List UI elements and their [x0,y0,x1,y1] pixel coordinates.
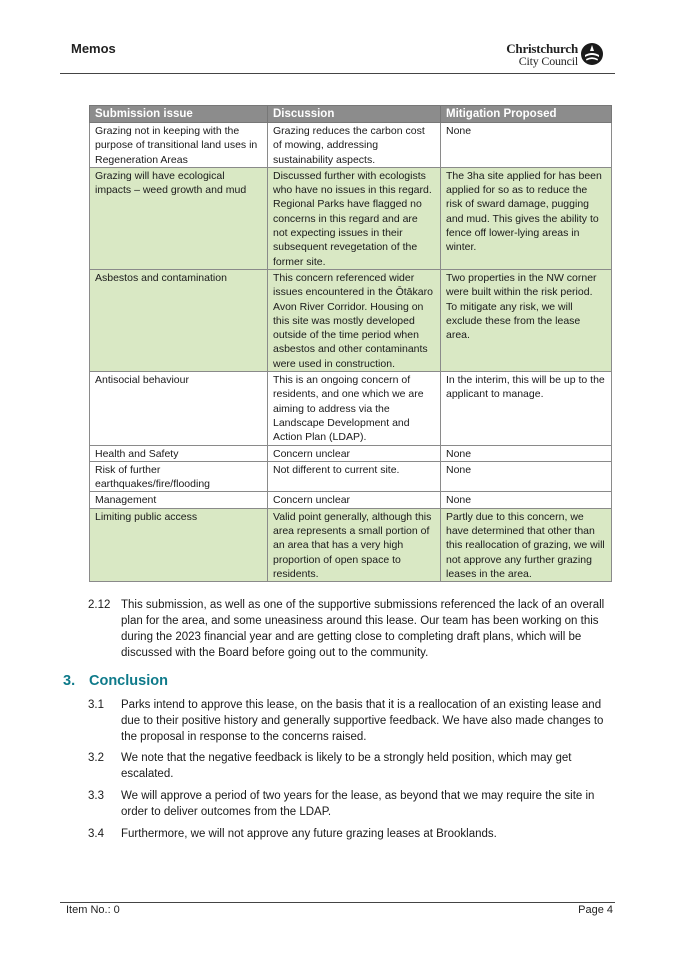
column-header-mitigation: Mitigation Proposed [441,106,612,123]
table-cell: Antisocial behaviour [90,372,268,445]
header-divider [60,73,615,74]
table-header-row [90,106,612,123]
paragraph-3-2 [88,750,618,782]
paragraph-text: Furthermore, we will not approve any future grazing leases at Brooklands. [121,828,497,840]
table-cell: Management [90,492,268,508]
paragraph-number: 2.12 [88,599,111,611]
paragraph-text: This submission, as well as one of the supportive submissions referenced the lack of an overall plan for the area, and some uneasiness around this lease. Our team has been working on this during the 2023 financial year and are getting close to completing draft plans, which will be discussed with the Board before going out to the community. [121,599,605,659]
section-title: Conclusion [89,673,168,689]
paragraph-number: 3.2 [88,752,104,764]
table-cell: None [441,123,612,168]
table-row [90,269,612,371]
table-cell: Health and Safety [90,445,268,461]
logo-text-line2: City Council [518,54,578,68]
section-number: 3. [63,673,76,689]
paragraph-number: 3.1 [88,699,104,711]
table-cell: Grazing reduces the carbon cost of mowing, addressing sustainability aspects. [268,123,441,168]
paragraph-3-1 [88,697,618,745]
council-logo [496,41,608,71]
paragraph-3-3 [88,788,618,820]
table-cell: None [441,492,612,508]
footer-divider [60,902,615,903]
table-row [90,445,612,461]
paragraph-text: Parks intend to approve this lease, on the basis that it is a reallocation of an existing lease and due to their positive history and generally supportive feedback. We have also made changes to the proposal in response to the concerns raised. [121,699,604,743]
table-cell: In the interim, this will be up to the applicant to manage. [441,372,612,445]
table-cell: Asbestos and contamination [90,269,268,371]
table-cell: This concern referenced wider issues encountered in the Ōtākaro Avon River Corridor. Housing on this site was mostly developed outside of the time period when asbestos and other contaminants were used in construction. [268,269,441,371]
paragraph-number: 3.4 [88,828,104,840]
table-row [90,508,612,581]
table-row [90,167,612,269]
table-cell: Risk of further earthquakes/fire/flooding [90,461,268,492]
table-cell: Limiting public access [90,508,268,581]
city-council-logo-icon [580,42,604,66]
table-cell: Discussed further with ecologists who have no issues in this regard. Regional Parks have flagged no concerns in this regard and are not expecting issues in their subsequent revegetation of the former site. [268,167,441,269]
footer-item-number: Item No.: 0 [66,904,120,916]
column-header-discussion: Discussion [268,106,441,123]
table-row [90,492,612,508]
paragraph-2-12 [88,597,618,661]
paragraph-number: 3.3 [88,790,104,802]
paragraph-3-4 [88,826,618,842]
paragraph-text: We will approve a period of two years for the lease, as beyond that we may require the site in order to deliver outcomes from the LDAP. [121,790,595,818]
paragraph-text: We note that the negative feedback is likely to be a strongly held position, which may get escalated. [121,752,572,780]
table-cell: Grazing not in keeping with the purpose of transitional land uses in Regeneration Areas [90,123,268,168]
table-row [90,461,612,492]
table-cell: Partly due to this concern, we have determined that other than this reallocation of grazing, we will not approve any further grazing leases in the area. [441,508,612,581]
table-row [90,123,612,168]
column-header-submission-issue: Submission issue [90,106,268,123]
page-header-title: Memos [71,41,116,56]
table-cell: Not different to current site. [268,461,441,492]
table-cell: Two properties in the NW corner were built within the risk period. To mitigate any risk, we will exclude these from the lease area. [441,269,612,371]
table-cell: None [441,461,612,492]
table-cell: Grazing will have ecological impacts – weed growth and mud [90,167,268,269]
table-cell: Concern unclear [268,492,441,508]
submissions-table [89,105,612,582]
table-cell: Concern unclear [268,445,441,461]
footer-page-number: Page 4 [578,904,613,916]
table-cell: Valid point generally, although this area represents a small portion of an area that has a very high proportion of open space to residents. [268,508,441,581]
logo-text-line1: Christchurch [506,41,578,56]
section-heading-conclusion [63,673,168,689]
table-cell: The 3ha site applied for has been applied for so as to reduce the risk of sward damage, pugging and mud. This gives the ability to fence off lower-lying areas in winter. [441,167,612,269]
table-cell: This is an ongoing concern of residents, and one which we are aiming to address via the Landscape Development and Action Plan (LDAP). [268,372,441,445]
table-row [90,372,612,445]
table-cell: None [441,445,612,461]
